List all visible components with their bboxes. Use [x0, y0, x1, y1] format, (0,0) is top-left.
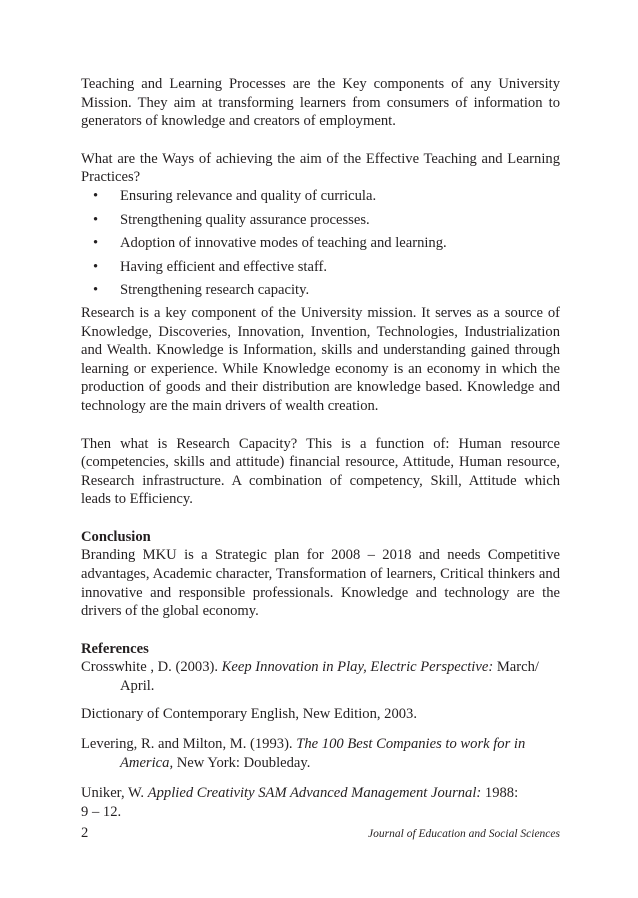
journal-title: Journal of Education and Social Sciences [368, 828, 560, 840]
research-paragraph: Research is a key component of the University mission. It serves as a source of Knowledge, Discoveries, Innovation, Invention, Technologies, Industrialization and Wealth. Knowledge is Information, skills and understanding gained through learning or experience. While Knowledge economy is an economy in which the production of goods and their distribution are knowledge based. Knowledge and technology are the main drivers of wealth creation. [81, 304, 560, 414]
reference-item [81, 705, 560, 724]
reference-title: Applied Creativity SAM Advanced Management Journal: [147, 785, 482, 802]
page-number: 2 [81, 825, 89, 841]
list-item [93, 187, 560, 206]
bullet-icon: • [93, 211, 99, 228]
page-footer [81, 824, 560, 844]
bullet-icon: • [93, 258, 99, 275]
reference-item [81, 784, 560, 803]
reference-publisher: New York: Doubleday. [173, 754, 311, 771]
reference-author: Levering, R. and Milton, M. (1993). [81, 736, 297, 753]
bullet-icon: • [93, 282, 99, 299]
reference-pages: 9 – 12. [81, 804, 122, 820]
ways-question: What are the Ways of achieving the aim of the Effective Teaching and Learning Practices? [81, 150, 560, 186]
references-heading: References [81, 640, 149, 657]
bullet-icon: • [93, 235, 99, 252]
reference-publisher: 1988: [481, 785, 519, 802]
conclusion-heading: Conclusion [81, 528, 151, 545]
list-item-text: Having efficient and effective staff. [120, 258, 328, 275]
capacity-paragraph: Then what is Research Capacity? This is a function of: Human resource (competencies, skills and attitude) financial resource, Attitude, Human resource, Research infrastructure. A combination of competency, Skill, Attitude which leads to Efficiency. [81, 435, 560, 508]
bullet-icon: • [93, 187, 99, 204]
reference-author: Dictionary of Contemporary English, New Edition, 2003. [81, 705, 418, 722]
list-item [93, 281, 560, 300]
document-page [81, 75, 560, 822]
reference-item [81, 735, 560, 772]
list-item-text: Strengthening research capacity. [120, 282, 310, 299]
list-item [93, 258, 560, 277]
reference-author: Crosswhite , D. (2003). [81, 659, 222, 676]
conclusion-paragraph: Branding MKU is a Strategic plan for 2008 – 2018 and needs Competitive advantages, Academic character, Transformation of learners, Critical thinkers and innovative and responsible professionals. Knowledge and technology are the drivers of the global economy. [81, 547, 560, 620]
list-item-text: Ensuring relevance and quality of curricula. [120, 187, 377, 204]
list-item [93, 234, 560, 253]
reference-item [81, 658, 560, 695]
reference-publisher: March/ April. [120, 659, 539, 695]
intro-paragraph: Teaching and Learning Processes are the Key components of any University Mission. They aim at transforming learners from consumers of information to generators of knowledge and creators of employment. [81, 76, 560, 130]
reference-title: The 100 Best Companies to work for in America, [120, 736, 526, 771]
reference-author: Uniker, W. [81, 785, 148, 802]
list-item-text: Adoption of innovative modes of teaching and learning. [120, 235, 447, 252]
ways-list [81, 187, 560, 300]
list-item [93, 211, 560, 230]
list-item-text: Strengthening quality assurance processes. [120, 211, 370, 228]
reference-title: Keep Innovation in Play, Electric Perspective: [221, 659, 494, 676]
